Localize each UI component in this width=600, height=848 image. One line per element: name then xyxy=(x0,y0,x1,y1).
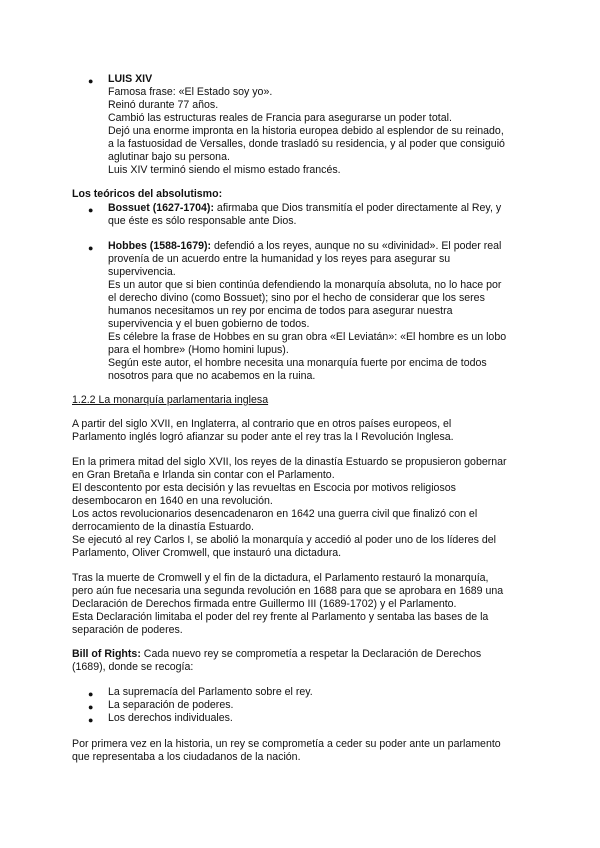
hobbes-line: el derecho divino (como Bossuet); sino por el hecho de considerar que los seres xyxy=(108,292,485,304)
paragraph-line: en Gran Bretaña e Irlanda sin contar con el Parlamento. xyxy=(72,469,335,481)
hobbes-line: Es un autor que si bien continúa defendiendo la monarquía absoluta, no lo hace por xyxy=(108,279,502,291)
paragraph-line: derrocamiento de la dinastía Estuardo. xyxy=(72,521,254,533)
louis-title: LUIS XIV xyxy=(108,73,153,85)
paragraph-line: A partir del siglo XVII, en Inglaterra, al contrario que en otros países europeos, el xyxy=(72,418,452,430)
louis-line: Dejó una enorme impronta en la historia europea debido al esplendor de su reinado, xyxy=(108,125,504,137)
louis-line: aglutinar bajo su persona. xyxy=(108,151,230,163)
bill-label: Bill of Rights: xyxy=(72,648,141,660)
paragraph-line: Parlamento inglés logró afianzar su poder ante el rey tras la I Revolución Inglesa. xyxy=(72,431,454,443)
hobbes-line: nosotros para que no acabemos en la ruina. xyxy=(108,370,316,382)
paragraph-line: El descontento por esta decisión y las revueltas en Escocia por motivos religiosos xyxy=(72,482,456,494)
paragraph-line: Declaración de Derechos firmada entre Guillermo III (1689-1702) y el Parlamento. xyxy=(72,598,457,610)
hobbes-line: Según este autor, el hombre necesita una monarquía fuerte por encima de todos xyxy=(108,357,487,369)
bullet-icon: ● xyxy=(88,715,94,725)
bossuet-name: Bossuet (1627-1704): xyxy=(108,202,214,214)
hobbes-line: supervivencia. xyxy=(108,266,176,278)
bossuet-line: que éste es sólo responsable ante Dios. xyxy=(108,215,297,227)
paragraph-line: Parlamento, Oliver Cromwell, que instauró una dictadura. xyxy=(72,547,342,559)
paragraph-line: desembocaron en 1640 en una revolución. xyxy=(72,495,273,507)
paragraph-line: Tras la muerte de Cromwell y el fin de la dictadura, el Parlamento restauró la monarquía, xyxy=(72,572,489,584)
bossuet-text: afirmaba que Dios transmitía el poder directamente al Rey, y xyxy=(213,202,502,214)
paragraph-line: En la primera mitad del siglo XVII, los reyes de la dinastía Estuardo se propusieron gobernar xyxy=(72,456,507,468)
hobbes-name: Hobbes (1588-1679): xyxy=(108,240,212,252)
bossuet-line xyxy=(108,202,501,214)
bill-line xyxy=(72,648,481,660)
louis-line: a la fastuosidad de Versalles, donde trasladó su residencia, y al poder que consiguió xyxy=(108,138,505,150)
bullet-icon: ● xyxy=(88,702,94,712)
list-item: La supremacía del Parlamento sobre el rey. xyxy=(108,686,313,698)
bullet-icon: ● xyxy=(88,243,94,253)
list-item: La separación de poderes. xyxy=(108,699,234,711)
louis-line: Reinó durante 77 años. xyxy=(108,99,219,111)
hobbes-line: provenía de un acuerdo entre la humanidad y los reyes para asegurar su xyxy=(108,253,451,265)
paragraph-line: Se ejecutó al rey Carlos I, se abolió la monarquía y accedió al poder uno de los líderes del xyxy=(72,534,496,546)
bullet-icon: ● xyxy=(88,205,94,215)
louis-line: Luis XIV terminó siendo el mismo estado francés. xyxy=(108,164,341,176)
paragraph-line: Por primera vez en la historia, un rey se comprometía a ceder su poder ante un parlamento xyxy=(72,738,501,750)
section-title: 1.2.2 La monarquía parlamentaria inglesa xyxy=(72,394,269,406)
louis-line: Famosa frase: «El Estado soy yo». xyxy=(108,86,273,98)
bill-text: Cada nuevo rey se comprometía a respetar la Declaración de Derechos xyxy=(140,648,482,660)
hobbes-text: defendió a los reyes, aunque no su «divinidad». El poder real xyxy=(211,240,502,252)
paragraph-line: que representaba a los ciudadanos de la nación. xyxy=(72,751,301,763)
paragraph-line: separación de poderes. xyxy=(72,624,183,636)
list-item: Los derechos individuales. xyxy=(108,712,233,724)
theorists-heading: Los teóricos del absolutismo: xyxy=(72,188,223,200)
bill-line: (1689), donde se recogía: xyxy=(72,661,194,673)
hobbes-line xyxy=(108,240,501,252)
bullet-icon: ● xyxy=(88,76,94,86)
hobbes-line: supervivencia y el buen gobierno de todos. xyxy=(108,318,310,330)
hobbes-line: humanos necesitamos un rey por encima de todos para asegurar nuestra xyxy=(108,305,453,317)
paragraph-line: pero aún fue necesaria una segunda revolución en 1688 para que se aprobara en 1689 una xyxy=(72,585,504,597)
paragraph-line: Esta Declaración limitaba el poder del rey frente al Parlamento y sentaba las bases de la xyxy=(72,611,489,623)
paragraph-line: Los actos revolucionarios desencadenaron en 1642 una guerra civil que finalizó con el xyxy=(72,508,478,520)
louis-line: Cambió las estructuras reales de Francia para asegurarse un poder total. xyxy=(108,112,452,124)
bullet-icon: ● xyxy=(88,689,94,699)
hobbes-line: Es célebre la frase de Hobbes en su gran obra «El Leviatán»: «El hombre es un lobo xyxy=(108,331,507,343)
hobbes-line: para el hombre» (Homo homini lupus). xyxy=(108,344,289,356)
